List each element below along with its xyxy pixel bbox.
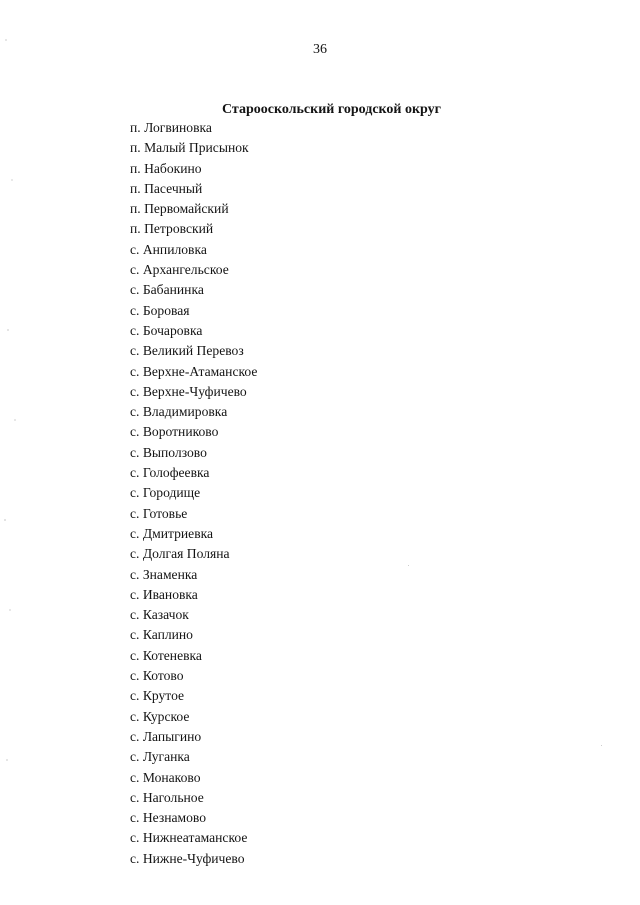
settlement-item: с. Дмитриевка: [130, 525, 214, 541]
settlement-item: с. Владимировка: [130, 404, 228, 420]
settlement-item: с. Голофеевка: [130, 465, 210, 481]
settlement-item: с. Монаково: [130, 769, 201, 785]
settlement-item: с. Анпиловка: [130, 241, 207, 257]
settlement-item: с. Казачок: [130, 607, 189, 623]
settlement-item: с. Городище: [130, 485, 201, 501]
settlement-item: с. Бочаровка: [130, 322, 203, 338]
settlement-item: с. Крутое: [130, 688, 185, 704]
settlement-item: п. Первомайский: [130, 201, 229, 217]
settlement-item: п. Петровский: [130, 221, 214, 237]
section-title: Старооскольский городской округ: [222, 102, 442, 117]
settlement-item: с. Верхне-Атаманское: [130, 363, 258, 379]
scan-speck: [408, 565, 409, 566]
settlement-item: с. Готовье: [130, 505, 188, 521]
scan-edge-noise: [0, 0, 22, 905]
settlement-item: с. Нагольное: [130, 789, 204, 805]
page-number: 36: [313, 42, 327, 57]
settlement-item: с. Котово: [130, 668, 184, 684]
settlement-item: п. Набокино: [130, 160, 202, 176]
settlement-item: с. Выползово: [130, 444, 207, 460]
settlement-item: с. Архангельское: [130, 262, 229, 278]
settlement-item: с. Лапыгино: [130, 728, 202, 744]
settlement-item: п. Пасечный: [130, 180, 203, 196]
settlement-item: с. Знаменка: [130, 566, 198, 582]
settlement-item: с. Каплино: [130, 627, 193, 643]
settlement-item: с. Курское: [130, 708, 190, 724]
settlement-item: с. Великий Перевоз: [130, 343, 244, 359]
settlement-item: с. Долгая Поляна: [130, 546, 230, 562]
settlement-item: п. Малый Присынок: [130, 140, 249, 156]
settlement-item: с. Нижнеатаманское: [130, 830, 248, 846]
settlement-item: с. Бабанинка: [130, 282, 204, 298]
settlement-item: с. Нижне-Чуфичево: [130, 850, 245, 866]
settlement-item: с. Воротниково: [130, 424, 219, 440]
settlement-item: с. Луганка: [130, 749, 190, 765]
settlement-item: п. Логвиновка: [130, 120, 212, 135]
settlement-item: с. Ивановка: [130, 586, 198, 602]
settlement-list: [130, 118, 257, 869]
settlement-item: с. Верхне-Чуфичево: [130, 383, 247, 399]
settlement-item: с. Котеневка: [130, 647, 202, 663]
settlement-item: с. Незнамово: [130, 810, 207, 826]
settlement-item: с. Боровая: [130, 302, 190, 318]
scan-speck: [601, 745, 602, 746]
